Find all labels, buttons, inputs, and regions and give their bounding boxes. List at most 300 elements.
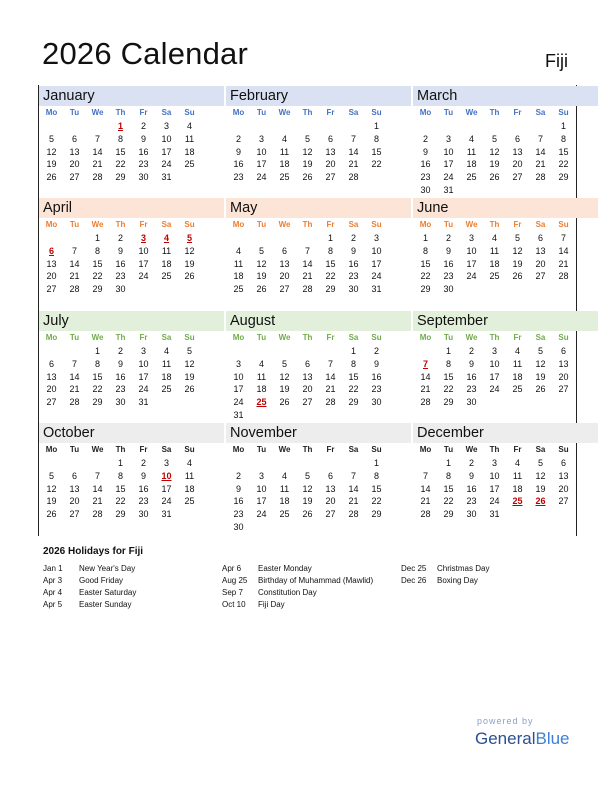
- day-cell: 23: [115, 384, 126, 395]
- weekday-header: Th: [302, 445, 313, 454]
- empty-day: [63, 457, 86, 470]
- holiday-day: 1: [117, 121, 123, 131]
- day-cell: 16: [115, 371, 126, 382]
- day-cell: 13: [46, 371, 57, 382]
- day-cell: 8: [94, 245, 100, 256]
- day-cell: 29: [115, 172, 126, 183]
- day-cell: 11: [512, 358, 523, 369]
- weekday-header: Mo: [232, 333, 245, 342]
- weekday-header: Th: [302, 108, 313, 117]
- day-cell: 22: [443, 496, 454, 507]
- day-cell: 22: [371, 159, 382, 170]
- day-cell: 22: [420, 271, 431, 282]
- day-cell: 17: [161, 483, 172, 494]
- day-cell: 31: [371, 284, 382, 295]
- day-cell: 28: [69, 397, 80, 408]
- month-march: [413, 86, 598, 197]
- weekday-header: Su: [184, 108, 195, 117]
- day-cell: 10: [233, 371, 244, 382]
- holiday-row: [222, 599, 373, 611]
- weekday-header: Sa: [161, 333, 172, 342]
- day-cell: 5: [304, 133, 310, 144]
- day-cell: 16: [115, 258, 126, 269]
- day-cell: 27: [69, 172, 80, 183]
- month-days-grid: [227, 106, 411, 184]
- day-cell: 27: [302, 397, 313, 408]
- holiday-row: [222, 563, 373, 575]
- month-name: September: [413, 311, 598, 331]
- day-cell: 23: [371, 384, 382, 395]
- day-cell: 26: [279, 397, 290, 408]
- weekday-header: We: [91, 108, 104, 117]
- weekday-header: Th: [489, 220, 500, 229]
- empty-day: [342, 457, 365, 470]
- day-cell: 27: [535, 271, 546, 282]
- day-cell: 6: [514, 133, 520, 144]
- day-cell: 15: [325, 258, 336, 269]
- day-cell: 13: [512, 146, 523, 157]
- day-cell: 12: [184, 245, 195, 256]
- weekday-header: We: [465, 333, 478, 342]
- day-cell: 3: [235, 358, 241, 369]
- day-cell: 24: [489, 496, 500, 507]
- day-cell: 8: [327, 245, 333, 256]
- empty-day: [437, 120, 460, 133]
- day-cell: 17: [256, 496, 267, 507]
- day-cell: 10: [371, 245, 382, 256]
- day-cell: 11: [466, 146, 477, 157]
- holiday-date: Dec 25: [401, 564, 427, 573]
- day-cell: 3: [258, 133, 264, 144]
- day-cell: 11: [512, 470, 523, 481]
- day-cell: 7: [71, 358, 77, 369]
- weekday-header: Tu: [443, 108, 454, 117]
- day-cell: 11: [256, 371, 267, 382]
- empty-day: [273, 457, 296, 470]
- month-name: July: [39, 311, 224, 331]
- day-cell: 19: [302, 159, 313, 170]
- day-cell: 14: [325, 371, 336, 382]
- day-cell: 5: [281, 358, 287, 369]
- day-cell: 7: [94, 470, 100, 481]
- day-cell: 20: [69, 159, 80, 170]
- day-cell: 8: [373, 470, 379, 481]
- day-cell: 16: [138, 146, 149, 157]
- day-cell: 28: [92, 172, 103, 183]
- weekday-header: Mo: [419, 333, 432, 342]
- weekday-header: Tu: [256, 108, 267, 117]
- month-january: [39, 86, 224, 184]
- day-cell: 31: [161, 172, 172, 183]
- weekday-header: We: [465, 108, 478, 117]
- day-cell: 26: [256, 284, 267, 295]
- holiday-row: [43, 575, 136, 587]
- day-cell: 12: [535, 470, 546, 481]
- holiday-day: 10: [161, 470, 172, 481]
- day-cell: 27: [325, 172, 336, 183]
- day-cell: 14: [92, 483, 103, 494]
- day-cell: 14: [69, 258, 80, 269]
- day-cell: 20: [535, 258, 546, 269]
- day-cell: 7: [327, 358, 333, 369]
- empty-day: [414, 457, 437, 470]
- day-cell: 22: [115, 159, 126, 170]
- empty-day: [63, 232, 86, 245]
- day-cell: 23: [115, 271, 126, 282]
- day-cell: 14: [558, 245, 569, 256]
- day-cell: 1: [94, 233, 100, 243]
- day-cell: 17: [138, 258, 149, 269]
- day-cell: 6: [48, 358, 54, 369]
- day-cell: 9: [445, 245, 451, 256]
- day-cell: 26: [489, 172, 500, 183]
- weekday-header: Fr: [326, 333, 335, 342]
- day-cell: 8: [422, 245, 428, 256]
- day-cell: 20: [46, 384, 57, 395]
- day-cell: 21: [558, 258, 569, 269]
- empty-day: [319, 345, 342, 358]
- weekday-header: Sa: [161, 220, 172, 229]
- month-days-grid: [40, 218, 224, 296]
- day-cell: 13: [69, 483, 80, 494]
- weekday-header: Tu: [69, 333, 80, 342]
- weekday-header: Su: [371, 445, 382, 454]
- day-cell: 9: [235, 146, 241, 157]
- day-cell: 7: [304, 245, 310, 256]
- day-cell: 9: [468, 358, 474, 369]
- day-cell: 3: [373, 233, 379, 243]
- day-cell: 19: [302, 496, 313, 507]
- day-cell: 20: [512, 159, 523, 170]
- day-cell: 21: [92, 159, 103, 170]
- day-cell: 17: [233, 384, 244, 395]
- holiday-day: 5: [186, 233, 192, 243]
- weekday-header: Su: [558, 445, 569, 454]
- month-days-grid: [40, 443, 224, 521]
- day-cell: 12: [302, 483, 313, 494]
- day-cell: 5: [537, 346, 543, 356]
- empty-day: [86, 457, 109, 470]
- day-cell: 23: [348, 271, 359, 282]
- month-days-grid: [414, 106, 598, 197]
- holiday-date: Apr 4: [43, 588, 63, 597]
- day-cell: 30: [466, 397, 477, 408]
- day-cell: 7: [537, 133, 543, 144]
- holiday-row: [401, 563, 489, 575]
- day-cell: 4: [281, 470, 287, 481]
- day-cell: 22: [92, 271, 103, 282]
- day-cell: 25: [184, 496, 195, 507]
- day-cell: 18: [512, 483, 523, 494]
- weekday-header: Tu: [443, 220, 454, 229]
- month-december: [413, 423, 598, 521]
- day-cell: 28: [420, 509, 431, 520]
- weekday-header: We: [278, 108, 291, 117]
- holiday-day: 4: [163, 233, 169, 243]
- day-cell: 18: [279, 159, 290, 170]
- weekday-header: Su: [184, 445, 195, 454]
- empty-day: [40, 345, 63, 358]
- day-cell: 29: [348, 397, 359, 408]
- holiday-name: Easter Monday: [258, 564, 312, 573]
- weekday-header: Mo: [45, 220, 58, 229]
- day-cell: 25: [184, 159, 195, 170]
- day-cell: 21: [92, 496, 103, 507]
- day-cell: 17: [138, 371, 149, 382]
- day-cell: 2: [235, 470, 241, 481]
- day-cell: 27: [69, 509, 80, 520]
- empty-day: [529, 120, 552, 133]
- day-cell: 30: [115, 284, 126, 295]
- day-cell: 13: [46, 258, 57, 269]
- day-cell: 31: [233, 409, 244, 420]
- day-cell: 5: [48, 470, 54, 481]
- day-cell: 23: [466, 496, 477, 507]
- day-cell: 16: [466, 371, 477, 382]
- day-cell: 3: [140, 346, 146, 356]
- day-cell: 1: [560, 121, 566, 131]
- day-cell: 24: [256, 172, 267, 183]
- weekday-header: Sa: [161, 108, 172, 117]
- day-cell: 8: [94, 358, 100, 369]
- day-cell: 18: [161, 371, 172, 382]
- day-cell: 19: [46, 159, 57, 170]
- weekday-header: Fr: [513, 333, 522, 342]
- day-cell: 18: [466, 159, 477, 170]
- day-cell: 12: [46, 146, 57, 157]
- day-cell: 16: [233, 496, 244, 507]
- empty-day: [296, 457, 319, 470]
- weekday-header: Mo: [232, 220, 245, 229]
- day-cell: 1: [373, 458, 379, 468]
- day-cell: 24: [256, 509, 267, 520]
- month-name: December: [413, 423, 598, 443]
- day-cell: 19: [489, 159, 500, 170]
- weekday-header: Su: [371, 333, 382, 342]
- holiday-day: 6: [48, 245, 54, 256]
- day-cell: 6: [560, 458, 566, 468]
- day-cell: 22: [115, 496, 126, 507]
- day-cell: 23: [138, 159, 149, 170]
- weekday-header: Mo: [419, 445, 432, 454]
- day-cell: 24: [371, 271, 382, 282]
- holiday-name: Constitution Day: [258, 588, 317, 597]
- day-cell: 2: [140, 458, 146, 468]
- day-cell: 9: [235, 483, 241, 494]
- day-cell: 16: [420, 159, 431, 170]
- weekday-header: Th: [115, 445, 126, 454]
- day-cell: 30: [348, 284, 359, 295]
- day-cell: 10: [466, 245, 477, 256]
- weekday-header: Su: [184, 220, 195, 229]
- day-cell: 16: [371, 371, 382, 382]
- month-may: [226, 198, 411, 296]
- day-cell: 12: [46, 483, 57, 494]
- brand-general: General: [475, 729, 536, 748]
- day-cell: 10: [256, 146, 267, 157]
- weekday-header: Fr: [139, 445, 148, 454]
- empty-day: [296, 232, 319, 245]
- holiday-day: 26: [535, 496, 546, 507]
- holiday-name: Boxing Day: [437, 576, 478, 585]
- day-cell: 23: [466, 384, 477, 395]
- holiday-row: [401, 575, 489, 587]
- day-cell: 13: [558, 470, 569, 481]
- day-cell: 28: [69, 284, 80, 295]
- weekday-header: Sa: [348, 445, 359, 454]
- day-cell: 10: [138, 245, 149, 256]
- day-cell: 11: [279, 146, 290, 157]
- holiday-day: 25: [512, 496, 523, 507]
- day-cell: 14: [92, 146, 103, 157]
- day-cell: 7: [94, 133, 100, 144]
- holiday-name: Easter Saturday: [79, 588, 137, 597]
- holiday-row: [43, 587, 136, 599]
- day-cell: 30: [138, 509, 149, 520]
- day-cell: 28: [348, 172, 359, 183]
- day-cell: 26: [535, 384, 546, 395]
- empty-day: [63, 120, 86, 133]
- day-cell: 14: [535, 146, 546, 157]
- weekday-header: Mo: [232, 108, 245, 117]
- weekday-header: Th: [489, 445, 500, 454]
- holiday-date: Apr 6: [222, 564, 242, 573]
- day-cell: 1: [445, 346, 451, 356]
- weekday-header: Sa: [535, 220, 546, 229]
- empty-day: [250, 120, 273, 133]
- day-cell: 2: [468, 346, 474, 356]
- day-cell: 5: [186, 346, 192, 356]
- day-cell: 1: [445, 458, 451, 468]
- day-cell: 23: [443, 271, 454, 282]
- weekday-header: Su: [184, 333, 195, 342]
- month-days-grid: [414, 218, 598, 296]
- day-cell: 15: [115, 483, 126, 494]
- weekday-header: Tu: [69, 220, 80, 229]
- holiday-date: Oct 10: [222, 600, 246, 609]
- empty-day: [227, 232, 250, 245]
- holiday-row: [222, 587, 373, 599]
- generalblue-logo[interactable]: [475, 729, 570, 749]
- holiday-column: [43, 563, 136, 611]
- weekday-header: Fr: [139, 333, 148, 342]
- weekday-header: Tu: [256, 220, 267, 229]
- day-cell: 11: [184, 470, 195, 481]
- day-cell: 29: [558, 172, 569, 183]
- weekday-header: We: [91, 220, 104, 229]
- day-cell: 11: [161, 358, 172, 369]
- day-cell: 12: [279, 371, 290, 382]
- day-cell: 6: [327, 133, 333, 144]
- empty-day: [414, 120, 437, 133]
- holiday-row: [43, 563, 136, 575]
- day-cell: 24: [443, 172, 454, 183]
- day-cell: 14: [420, 371, 431, 382]
- day-cell: 27: [46, 284, 57, 295]
- day-cell: 19: [256, 271, 267, 282]
- day-cell: 19: [535, 371, 546, 382]
- day-cell: 20: [279, 271, 290, 282]
- day-cell: 18: [512, 371, 523, 382]
- day-cell: 9: [117, 245, 123, 256]
- day-cell: 28: [558, 271, 569, 282]
- page-title: 2026 Calendar: [42, 36, 248, 71]
- month-name: January: [39, 86, 224, 106]
- day-cell: 27: [558, 384, 569, 395]
- day-cell: 30: [420, 184, 431, 195]
- day-cell: 4: [186, 458, 192, 468]
- day-cell: 25: [466, 172, 477, 183]
- weekday-header: Su: [371, 220, 382, 229]
- day-cell: 30: [466, 509, 477, 520]
- weekday-header: We: [278, 220, 291, 229]
- day-cell: 14: [348, 483, 359, 494]
- day-cell: 28: [535, 172, 546, 183]
- weekday-header: We: [278, 333, 291, 342]
- day-cell: 23: [138, 496, 149, 507]
- day-cell: 29: [92, 284, 103, 295]
- weekday-header: Sa: [348, 220, 359, 229]
- day-cell: 5: [304, 470, 310, 481]
- weekday-header: Fr: [513, 445, 522, 454]
- day-cell: 25: [489, 271, 500, 282]
- day-cell: 1: [373, 121, 379, 131]
- day-cell: 15: [92, 371, 103, 382]
- weekday-header: Sa: [348, 108, 359, 117]
- day-cell: 3: [491, 458, 497, 468]
- weekday-header: Sa: [161, 445, 172, 454]
- day-cell: 24: [138, 384, 149, 395]
- holiday-date: Aug 25: [222, 576, 248, 585]
- day-cell: 28: [348, 509, 359, 520]
- day-cell: 20: [69, 496, 80, 507]
- day-cell: 7: [350, 470, 356, 481]
- day-cell: 8: [373, 133, 379, 144]
- day-cell: 29: [420, 284, 431, 295]
- weekday-header: Su: [371, 108, 382, 117]
- day-cell: 7: [560, 233, 566, 243]
- day-cell: 20: [325, 496, 336, 507]
- day-cell: 3: [258, 470, 264, 481]
- day-cell: 11: [233, 258, 244, 269]
- day-cell: 21: [348, 159, 359, 170]
- day-cell: 5: [48, 133, 54, 144]
- day-cell: 18: [489, 258, 500, 269]
- weekday-header: We: [91, 445, 104, 454]
- day-cell: 23: [233, 509, 244, 520]
- day-cell: 29: [115, 509, 126, 520]
- day-cell: 8: [117, 133, 123, 144]
- day-cell: 29: [371, 509, 382, 520]
- day-cell: 9: [422, 146, 428, 157]
- day-cell: 22: [348, 384, 359, 395]
- day-cell: 25: [512, 384, 523, 395]
- month-november: [226, 423, 411, 534]
- day-cell: 25: [279, 172, 290, 183]
- day-cell: 17: [161, 146, 172, 157]
- day-cell: 21: [535, 159, 546, 170]
- day-cell: 20: [325, 159, 336, 170]
- weekday-header: Sa: [535, 333, 546, 342]
- day-cell: 10: [489, 470, 500, 481]
- day-cell: 15: [558, 146, 569, 157]
- weekday-header: We: [91, 333, 104, 342]
- empty-day: [273, 120, 296, 133]
- month-days-grid: [414, 443, 598, 521]
- weekday-header: Tu: [256, 445, 267, 454]
- day-cell: 2: [373, 346, 379, 356]
- day-cell: 30: [138, 172, 149, 183]
